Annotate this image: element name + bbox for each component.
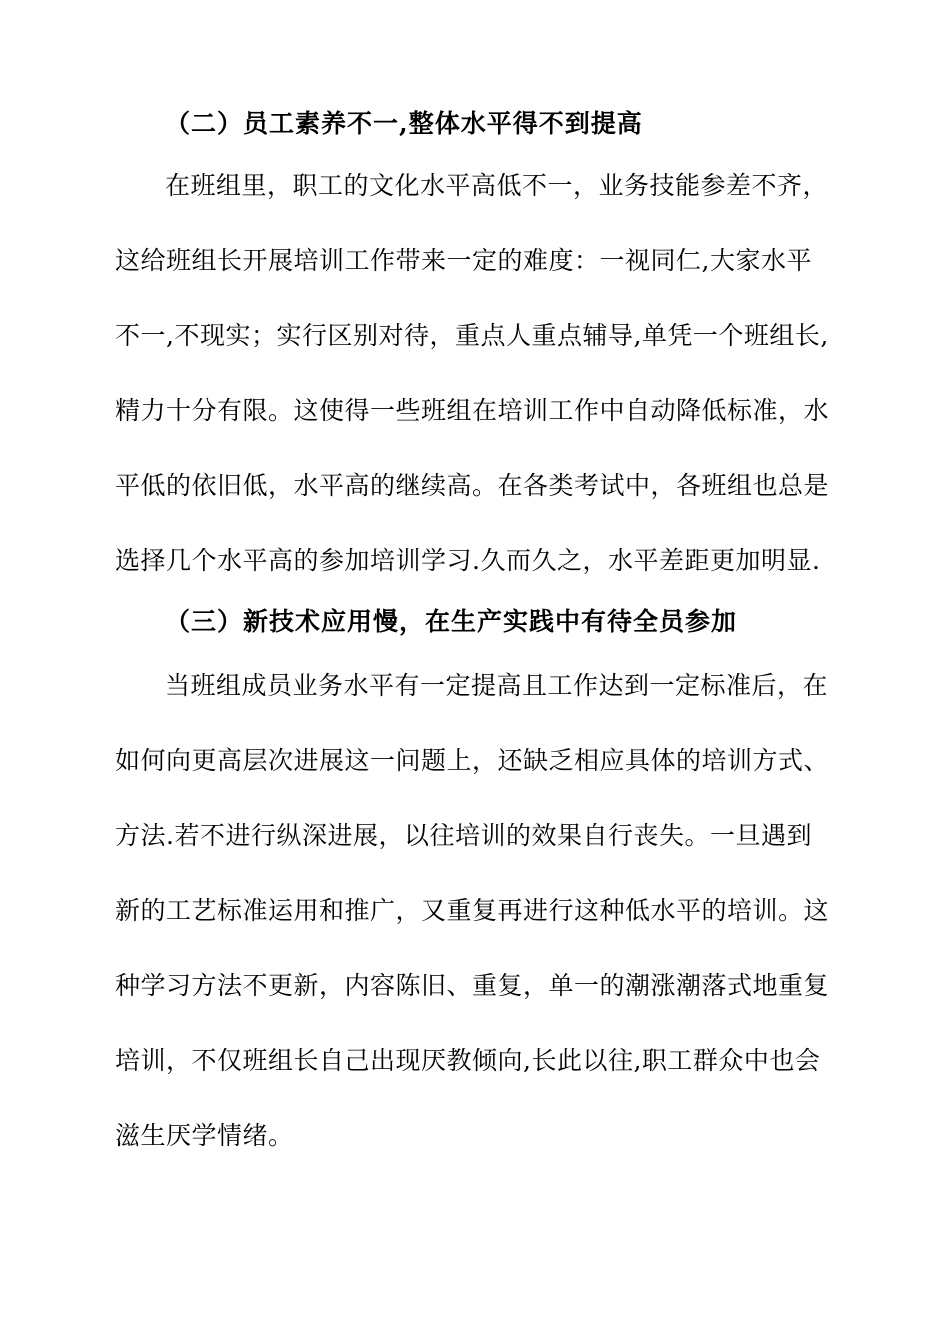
- paragraph-line: 种学习方法不更新，内容陈旧、重复，单一的潮涨潮落式地重复: [115, 971, 830, 1000]
- paragraph-line: 选择几个水平高的参加培训学习.久而久之，水平差距更加明显.: [115, 546, 821, 575]
- paragraph-line: 新的工艺标准运用和推广，又重复再进行这种低水平的培训。这: [115, 896, 830, 925]
- paragraph-line: 方法.若不进行纵深进展，以往培训的效果自行丧失。一旦遇到: [115, 821, 812, 850]
- paragraph-line: 培训，不仅班组长自己出现厌教倾向,长此以往,职工群众中也会: [115, 1046, 821, 1075]
- paragraph-line: 如何向更高层次进展这一问题上，还缺乏相应具体的培训方式、: [115, 746, 830, 775]
- paragraph-line: 不一,不现实；实行区别对待，重点人重点辅导,单凭一个班组长,: [115, 321, 829, 350]
- paragraph-line: 精力十分有限。这使得一些班组在培训工作中自动降低标准，水: [115, 396, 830, 425]
- section-heading: （三）新技术应用慢，在生产实践中有待全员参加: [165, 607, 738, 636]
- paragraph-line: 在班组里，职工的文化水平高低不一，业务技能参差不齐，: [165, 171, 829, 200]
- paragraph-line: 平低的依旧低，水平高的继续高。在各类考试中，各班组也总是: [115, 471, 830, 500]
- section-heading: （二）员工素养不一,整体水平得不到提高: [165, 109, 643, 138]
- paragraph-line: 当班组成员业务水平有一定提高且工作达到一定标准后，在: [165, 671, 829, 700]
- paragraph-line: 这给班组长开展培训工作带来一定的难度：一视同仁,大家水平: [115, 246, 812, 275]
- paragraph-line: 滋生厌学情绪。: [115, 1121, 294, 1150]
